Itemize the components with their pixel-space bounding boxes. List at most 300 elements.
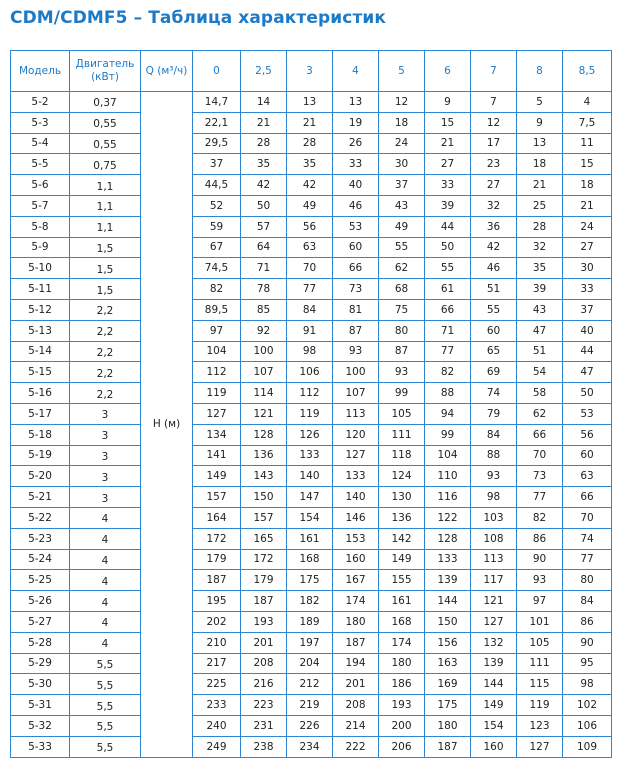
table-row [11,299,612,320]
cell-head-value: 163 [425,653,471,674]
cell-head-value: 37 [379,175,425,196]
cell-head-value: 44 [425,216,471,237]
cell-head-value: 160 [471,736,517,757]
cell-head-value: 201 [333,674,379,695]
cell-head-value: 144 [425,591,471,612]
cell-head-value: 133 [333,466,379,487]
cell-motor: 5,5 [70,695,141,716]
cell-model: 5-15 [11,362,70,383]
cell-head-value: 9 [517,112,563,133]
cell-head-value: 193 [241,611,287,632]
cell-head-value: 142 [379,528,425,549]
cell-head-value: 88 [471,445,517,466]
cell-head-value: 21 [425,133,471,154]
cell-head-value: 97 [193,320,241,341]
cell-head-value: 14 [241,92,287,113]
cell-head-value: 201 [241,632,287,653]
cell-head-value: 187 [241,591,287,612]
cell-head-value: 40 [563,320,612,341]
cell-head-value: 29,5 [193,133,241,154]
cell-head-value: 78 [241,279,287,300]
cell-motor: 2,2 [70,299,141,320]
cell-head-value: 33 [425,175,471,196]
cell-head-value: 187 [333,632,379,653]
cell-head-value: 44 [563,341,612,362]
cell-head-value: 112 [287,383,333,404]
cell-head-value: 13 [287,92,333,113]
header-flow-value: 8,5 [563,51,612,92]
cell-model: 5-6 [11,175,70,196]
cell-head-value: 113 [333,403,379,424]
cell-head-value: 97 [517,591,563,612]
cell-head-value: 195 [193,591,241,612]
cell-model: 5-32 [11,715,70,736]
cell-head-value: 13 [333,92,379,113]
header-motor: Двигатель (кВт) [70,51,141,92]
cell-model: 5-23 [11,528,70,549]
cell-head-value: 27 [471,175,517,196]
cell-head-value: 73 [517,466,563,487]
cell-head-value: 149 [471,695,517,716]
table-row [11,195,612,216]
cell-head-value: 105 [517,632,563,653]
cell-head-value: 46 [333,195,379,216]
cell-head-value: 167 [333,570,379,591]
cell-head-value: 82 [425,362,471,383]
cell-head-value: 187 [425,736,471,757]
cell-model: 5-22 [11,507,70,528]
cell-head-value: 119 [517,695,563,716]
cell-head-value: 4 [563,92,612,113]
cell-head-value: 7,5 [563,112,612,133]
cell-head-value: 128 [425,528,471,549]
cell-head-value: 139 [471,653,517,674]
cell-head-value: 50 [563,383,612,404]
cell-head-value: 26 [333,133,379,154]
cell-motor: 5,5 [70,736,141,757]
cell-model: 5-25 [11,570,70,591]
header-flow-value: 6 [425,51,471,92]
cell-head-value: 56 [563,424,612,445]
cell-motor: 1,5 [70,279,141,300]
cell-head-value: 105 [379,403,425,424]
cell-head-value: 81 [333,299,379,320]
cell-head-value: 106 [287,362,333,383]
table-row [11,528,612,549]
cell-head-value: 77 [563,549,612,570]
page-title: CDM/CDMF5 – Таблица характеристик [10,8,387,28]
cell-head-value: 113 [471,549,517,570]
cell-head-value: 136 [379,507,425,528]
cell-head-value: 32 [471,195,517,216]
cell-head-value: 44,5 [193,175,241,196]
cell-head-value: 133 [425,549,471,570]
cell-head-value: 67 [193,237,241,258]
cell-head-value: 172 [193,528,241,549]
cell-model: 5-11 [11,279,70,300]
cell-head-value: 154 [287,507,333,528]
table-row [11,320,612,341]
cell-head-value: 180 [333,611,379,632]
table-row [11,362,612,383]
cell-head-value: 51 [517,341,563,362]
cell-head-value: 79 [471,403,517,424]
table-row [11,466,612,487]
header-flow-value: 8 [517,51,563,92]
cell-head-value: 50 [241,195,287,216]
cell-head-value: 60 [563,445,612,466]
cell-head-value: 89,5 [193,299,241,320]
cell-head-value: 22,1 [193,112,241,133]
cell-head-value: 54 [517,362,563,383]
table-row [11,258,612,279]
cell-head-value: 98 [563,674,612,695]
cell-head-value: 149 [193,466,241,487]
cell-head-value: 99 [379,383,425,404]
cell-model: 5-28 [11,632,70,653]
cell-head-value: 100 [333,362,379,383]
cell-motor: 1,1 [70,195,141,216]
cell-head-value: 53 [563,403,612,424]
cell-head-value: 11 [563,133,612,154]
cell-head-value: 18 [563,175,612,196]
cell-head-value: 66 [333,258,379,279]
cell-head-value: 28 [517,216,563,237]
table-row [11,549,612,570]
cell-head-value: 82 [193,279,241,300]
table-row [11,653,612,674]
cell-head-value: 146 [333,507,379,528]
cell-model: 5-4 [11,133,70,154]
cell-head-value: 100 [241,341,287,362]
cell-head-value: 233 [193,695,241,716]
cell-head-value: 77 [287,279,333,300]
cell-head-value: 139 [425,570,471,591]
cell-model: 5-26 [11,591,70,612]
cell-head-value: 80 [563,570,612,591]
cell-head-value: 14,7 [193,92,241,113]
cell-head-value: 249 [193,736,241,757]
header-flow-value: 2,5 [241,51,287,92]
cell-head-value: 21 [517,175,563,196]
cell-head-value: 141 [193,445,241,466]
cell-head-value: 157 [241,507,287,528]
cell-head-value: 240 [193,715,241,736]
table-row [11,570,612,591]
cell-head-value: 82 [517,507,563,528]
cell-head-value: 18 [517,154,563,175]
table-row [11,112,612,133]
cell-head-value: 64 [241,237,287,258]
cell-head-value: 121 [241,403,287,424]
cell-head-value: 117 [471,570,517,591]
cell-head-value: 24 [563,216,612,237]
cell-head-value: 110 [425,466,471,487]
cell-head-value: 84 [471,424,517,445]
cell-head-value: 140 [333,487,379,508]
cell-head-value: 84 [287,299,333,320]
cell-head-value: 73 [333,279,379,300]
cell-head-value: 40 [333,175,379,196]
cell-head-value: 206 [379,736,425,757]
cell-head-value: 155 [379,570,425,591]
cell-head-value: 86 [563,611,612,632]
cell-head-value: 35 [517,258,563,279]
cell-head-value: 231 [241,715,287,736]
cell-head-value: 156 [425,632,471,653]
cell-head-value: 225 [193,674,241,695]
table-row [11,487,612,508]
cell-model: 5-7 [11,195,70,216]
cell-head-value: 107 [333,383,379,404]
cell-head-value: 12 [379,92,425,113]
cell-head-value: 93 [333,341,379,362]
cell-head-value: 174 [333,591,379,612]
cell-head-value: 140 [287,466,333,487]
cell-head-value: 202 [193,611,241,632]
cell-head-value: 62 [379,258,425,279]
cell-head-value: 109 [563,736,612,757]
cell-head-value: 85 [241,299,287,320]
cell-head-value: 90 [563,632,612,653]
cell-head-value: 119 [287,403,333,424]
cell-head-value: 212 [287,674,333,695]
cell-head-value: 66 [425,299,471,320]
cell-head-value: 37 [563,299,612,320]
cell-head-value: 123 [517,715,563,736]
cell-head-value: 35 [287,154,333,175]
cell-head-value: 32 [517,237,563,258]
cell-head-value: 111 [379,424,425,445]
cell-model: 5-31 [11,695,70,716]
cell-head-value: 33 [333,154,379,175]
cell-motor: 5,5 [70,653,141,674]
cell-head-value: 93 [379,362,425,383]
cell-head-value: 124 [379,466,425,487]
table-row [11,674,612,695]
cell-head-value: 127 [193,403,241,424]
cell-head-value: 219 [287,695,333,716]
cell-head-value: 12 [471,112,517,133]
cell-head-value: 74 [471,383,517,404]
cell-model: 5-8 [11,216,70,237]
cell-head-value: 93 [471,466,517,487]
cell-head-value: 104 [193,341,241,362]
cell-head-value: 70 [563,507,612,528]
cell-head-value: 223 [241,695,287,716]
cell-head-value: 120 [333,424,379,445]
cell-motor: 3 [70,403,141,424]
table-row [11,424,612,445]
cell-head-value: 108 [471,528,517,549]
cell-head-value: 91 [287,320,333,341]
table-row [11,279,612,300]
cell-motor: 3 [70,445,141,466]
cell-head-value: 87 [379,341,425,362]
cell-head-value: 21 [563,195,612,216]
cell-head-value: 15 [563,154,612,175]
cell-head-value: 17 [471,133,517,154]
cell-motor: 5,5 [70,715,141,736]
cell-head-value: 27 [425,154,471,175]
cell-head-value: 47 [517,320,563,341]
cell-model: 5-10 [11,258,70,279]
cell-head-value: 165 [241,528,287,549]
cell-motor: 4 [70,549,141,570]
cell-head-value: 88 [425,383,471,404]
cell-head-value: 168 [287,549,333,570]
cell-head-value: 121 [471,591,517,612]
cell-head-value: 222 [333,736,379,757]
cell-head-value: 60 [333,237,379,258]
cell-head-value: 118 [379,445,425,466]
cell-head-value: 130 [379,487,425,508]
table-row [11,154,612,175]
cell-head-value: 63 [563,466,612,487]
cell-head-value: 43 [379,195,425,216]
cell-head-value: 51 [471,279,517,300]
cell-head-value: 147 [287,487,333,508]
cell-head-value: 9 [425,92,471,113]
cell-motor: 4 [70,570,141,591]
cell-model: 5-33 [11,736,70,757]
cell-head-value: 39 [517,279,563,300]
cell-head-value: 194 [333,653,379,674]
cell-head-value: 116 [425,487,471,508]
header-flow-value: 0 [193,51,241,92]
cell-head-value: 107 [241,362,287,383]
cell-model: 5-9 [11,237,70,258]
cell-head-value: 133 [287,445,333,466]
cell-motor: 0,37 [70,92,141,113]
table-body [11,92,612,758]
cell-head-value: 98 [287,341,333,362]
cell-head-value: 132 [471,632,517,653]
cell-head-value: 189 [287,611,333,632]
cell-head-value: 161 [287,528,333,549]
cell-head-value: 98 [471,487,517,508]
cell-head-value: 179 [241,570,287,591]
cell-motor: 4 [70,632,141,653]
cell-head-value: 42 [471,237,517,258]
table-row [11,383,612,404]
cell-model: 5-27 [11,611,70,632]
table-row [11,237,612,258]
cell-head-value: 35 [241,154,287,175]
cell-head-value: 46 [471,258,517,279]
cell-head-value: 33 [563,279,612,300]
cell-model: 5-13 [11,320,70,341]
table-row [11,611,612,632]
cell-head-value: 204 [287,653,333,674]
table-row [11,715,612,736]
cell-head-value: 42 [287,175,333,196]
cell-head-value: 80 [379,320,425,341]
cell-head-value: 154 [471,715,517,736]
table-row [11,216,612,237]
cell-model: 5-5 [11,154,70,175]
cell-motor: 2,2 [70,383,141,404]
cell-motor: 3 [70,487,141,508]
cell-head-value: 150 [425,611,471,632]
cell-head-value: 172 [241,549,287,570]
cell-head-value: 136 [241,445,287,466]
cell-head-value: 21 [287,112,333,133]
cell-head-value: 70 [517,445,563,466]
header-flow-value: 4 [333,51,379,92]
cell-head-value: 144 [471,674,517,695]
cell-head-value: 175 [287,570,333,591]
table-row [11,736,612,757]
cell-motor: 0,75 [70,154,141,175]
cell-motor: 0,55 [70,133,141,154]
cell-head-value: 68 [379,279,425,300]
cell-head-value: 150 [241,487,287,508]
table-row [11,175,612,196]
cell-motor: 4 [70,507,141,528]
cell-head-value: 23 [471,154,517,175]
cell-head-value: 42 [241,175,287,196]
cell-head-value: 18 [379,112,425,133]
cell-head-value: 47 [563,362,612,383]
cell-model: 5-24 [11,549,70,570]
cell-head-value: 134 [193,424,241,445]
cell-head-value: 180 [379,653,425,674]
cell-head-value: 84 [563,591,612,612]
cell-head-value: 25 [517,195,563,216]
table-row [11,632,612,653]
cell-head-value: 104 [425,445,471,466]
cell-model: 5-30 [11,674,70,695]
header-flow: Q (м³/ч) [141,51,193,92]
cell-head-value: 21 [241,112,287,133]
cell-head-value: 210 [193,632,241,653]
cell-head-value: 30 [563,258,612,279]
cell-motor: 5,5 [70,674,141,695]
table-row [11,591,612,612]
cell-head-value: 37 [193,154,241,175]
cell-head-value: 157 [193,487,241,508]
cell-motor: 4 [70,591,141,612]
table-row [11,403,612,424]
cell-head-value: 55 [425,258,471,279]
cell-head-value: 217 [193,653,241,674]
cell-head-value: 77 [517,487,563,508]
cell-head-value: 5 [517,92,563,113]
cell-head-value: 226 [287,715,333,736]
table-row [11,507,612,528]
cell-head-value: 208 [333,695,379,716]
cell-head-value: 186 [379,674,425,695]
cell-model: 5-17 [11,403,70,424]
cell-head-value: 164 [193,507,241,528]
cell-motor: 2,2 [70,341,141,362]
header-flow-value: 7 [471,51,517,92]
cell-head-value: 39 [425,195,471,216]
head-unit-label: H (м) [141,92,193,758]
cell-model: 5-29 [11,653,70,674]
cell-head-value: 127 [333,445,379,466]
cell-head-value: 115 [517,674,563,695]
cell-head-value: 56 [287,216,333,237]
cell-head-value: 19 [333,112,379,133]
cell-head-value: 106 [563,715,612,736]
cell-model: 5-21 [11,487,70,508]
cell-head-value: 49 [379,216,425,237]
cell-motor: 1,5 [70,258,141,279]
cell-head-value: 13 [517,133,563,154]
table-row [11,133,612,154]
